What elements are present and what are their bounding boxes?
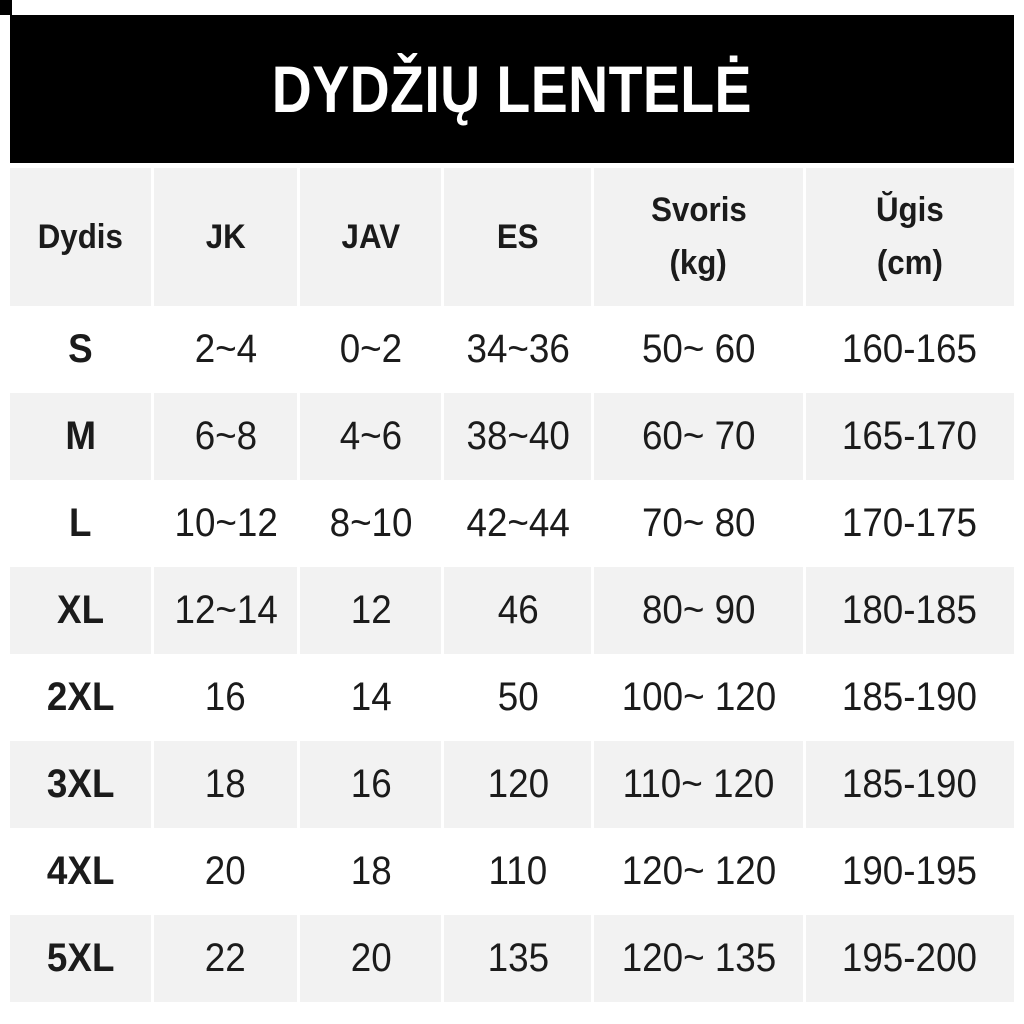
table-cell: 4~6	[300, 393, 441, 480]
page-title: DYDŽIŲ LENTELĖ	[271, 52, 753, 126]
column-header-svoris: Svoris (kg)	[594, 168, 802, 306]
table-cell: 110~ 120	[594, 741, 802, 828]
table-cell: 8~10	[300, 480, 441, 567]
table-cell: 46	[444, 567, 591, 654]
title-banner	[10, 15, 1014, 163]
column-header-jav: JAV	[300, 168, 441, 306]
table-cell: 190-195	[806, 828, 1014, 915]
table-cell: 12	[300, 567, 441, 654]
table-cell: 100~ 120	[594, 654, 802, 741]
table-cell: 42~44	[444, 480, 591, 567]
table-cell: 16	[300, 741, 441, 828]
column-header-es: ES	[444, 168, 591, 306]
table-cell: 50	[444, 654, 591, 741]
table-cell: 10~12	[154, 480, 297, 567]
table-cell: 170-175	[806, 480, 1014, 567]
column-header-dydis: Dydis	[10, 168, 151, 306]
corner-artifact	[0, 0, 12, 15]
table-cell: 185-190	[806, 741, 1014, 828]
size-cell: 2XL	[10, 654, 151, 741]
table-cell: 80~ 90	[594, 567, 802, 654]
table-cell: 18	[154, 741, 297, 828]
table-cell: 0~2	[300, 306, 441, 393]
table-cell: 50~ 60	[594, 306, 802, 393]
size-cell: XL	[10, 567, 151, 654]
table-cell: 6~8	[154, 393, 297, 480]
table-cell: 135	[444, 915, 591, 1002]
table-cell: 185-190	[806, 654, 1014, 741]
table-cell: 22	[154, 915, 297, 1002]
table-cell: 110	[444, 828, 591, 915]
table-cell: 18	[300, 828, 441, 915]
table-cell: 160-165	[806, 306, 1014, 393]
table-cell: 16	[154, 654, 297, 741]
table-cell: 38~40	[444, 393, 591, 480]
table-cell: 70~ 80	[594, 480, 802, 567]
table-cell: 12~14	[154, 567, 297, 654]
column-header-jk: JK	[154, 168, 297, 306]
table-cell: 34~36	[444, 306, 591, 393]
table-cell: 14	[300, 654, 441, 741]
table-cell: 180-185	[806, 567, 1014, 654]
size-cell: M	[10, 393, 151, 480]
table-cell: 2~4	[154, 306, 297, 393]
table-cell: 120~ 120	[594, 828, 802, 915]
table-cell: 20	[154, 828, 297, 915]
table-cell: 20	[300, 915, 441, 1002]
column-header-ugis: Ŭgis (cm)	[806, 168, 1014, 306]
size-cell: L	[10, 480, 151, 567]
table-cell: 120~ 135	[594, 915, 802, 1002]
size-cell: 3XL	[10, 741, 151, 828]
size-cell: 4XL	[10, 828, 151, 915]
size-cell: 5XL	[10, 915, 151, 1002]
size-table	[10, 168, 1014, 1002]
table-cell: 195-200	[806, 915, 1014, 1002]
table-cell: 165-170	[806, 393, 1014, 480]
table-cell: 120	[444, 741, 591, 828]
size-cell: S	[10, 306, 151, 393]
table-cell: 60~ 70	[594, 393, 802, 480]
